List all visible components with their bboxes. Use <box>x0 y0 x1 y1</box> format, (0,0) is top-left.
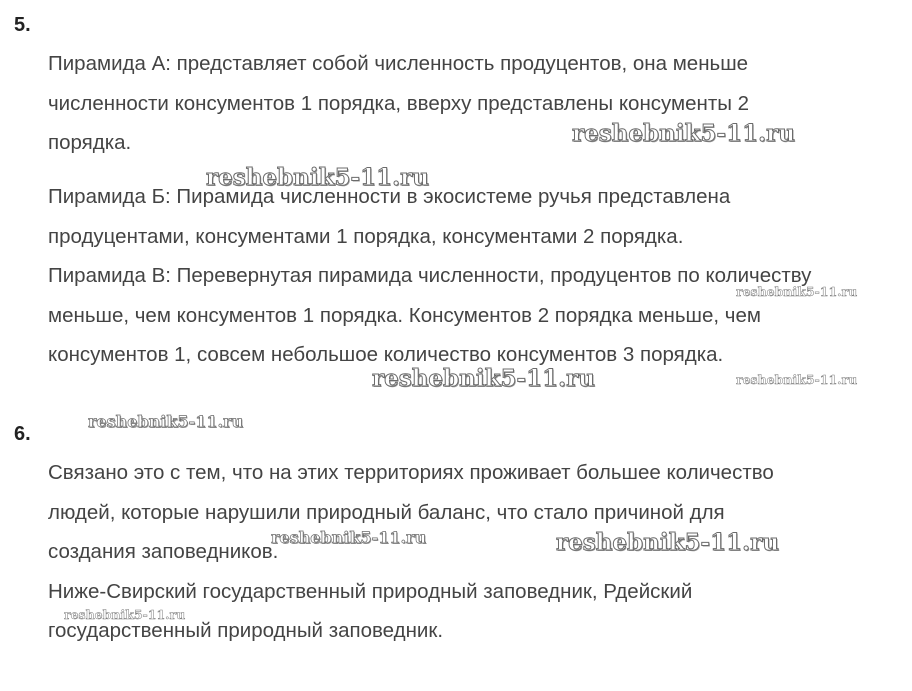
answer-5-line: порядка. <box>48 131 132 154</box>
answer-5-line: меньше, чем консументов 1 порядка. Консументов 2 порядка меньше, чем <box>48 303 761 327</box>
watermark: reshebnik5-11.ru <box>736 284 858 299</box>
answer-6-line: государственный природный заповедник. <box>48 619 444 642</box>
watermark: reshebnik5-11.ru <box>556 529 779 556</box>
answer-5-line: численности консументов 1 порядка, вверху представлены консументы 2 <box>48 91 750 115</box>
watermark: reshebnik5-11.ru <box>206 164 429 191</box>
answer-6-line: людей, которые нарушили природный баланс, что стало причиной для <box>48 500 725 524</box>
watermark: reshebnik5-11.ru <box>372 365 595 392</box>
watermark: reshebnik5-11.ru <box>572 120 795 147</box>
watermark: reshebnik5-11.ru <box>88 412 244 431</box>
answer-5-line: Пирамида В: Перевернутая пирамида численности, продуцентов по количеству <box>48 264 812 287</box>
answer-6-line: Связано это с тем, что на этих территориях проживает большее количество <box>48 461 774 484</box>
answer-5-line: Пирамида Б: Пирамида численности в экосистеме ручья представлена <box>48 185 731 208</box>
watermark: reshebnik5-11.ru <box>736 372 858 387</box>
answer-6-line: создания заповедников. <box>48 540 279 563</box>
answer-5-line: продуцентами, консументами 1 порядка, консументами 2 порядка. <box>48 224 684 248</box>
question-number-6: 6. <box>14 423 31 445</box>
answer-6-line: Ниже-Свирский государственный природный заповедник, Рдейский <box>48 579 693 603</box>
answer-5-line: консументов 1, совсем небольшое количество консументов 3 порядка. <box>48 343 724 366</box>
question-number-5: 5. <box>14 14 31 36</box>
watermark: reshebnik5-11.ru <box>271 528 427 547</box>
watermark: reshebnik5-11.ru <box>64 607 186 622</box>
answer-5-line: Пирамида А: представляет собой численность продуцентов, она меньше <box>48 52 749 75</box>
answer-5-block-2 <box>48 177 912 375</box>
